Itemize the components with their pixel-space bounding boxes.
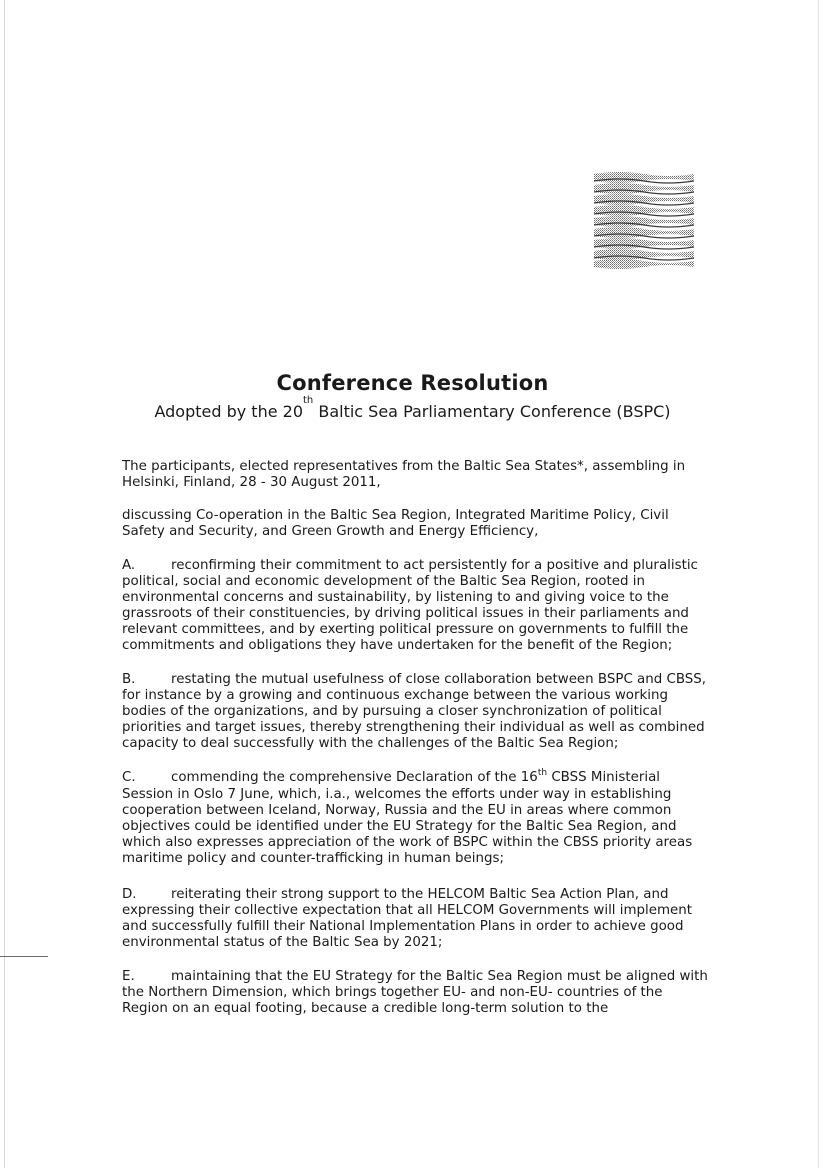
discussing-text: discussing Co-operation in the Baltic Sea Region, Integrated Maritime Policy, Civil Safety and Security, and Green Growth and Energy Efficiency, xyxy=(122,508,669,539)
clause-letter: E. xyxy=(122,969,135,984)
clause-a xyxy=(122,558,712,654)
clause-ordinal: th xyxy=(537,768,548,778)
clause-letter: B. xyxy=(122,672,136,687)
intro-paragraph xyxy=(122,459,712,491)
stamp-seal-icon xyxy=(590,170,698,270)
fold-mark xyxy=(0,956,48,957)
clause-text-prefix: commending the comprehensive Declaration of the 16 xyxy=(171,770,538,785)
document-subtitle xyxy=(0,395,825,421)
clause-letter: D. xyxy=(122,887,137,902)
clause-letter: C. xyxy=(122,770,136,785)
subtitle-prefix: Adopted by the 20 xyxy=(154,402,303,421)
subtitle-suffix: Baltic Sea Parliamentary Conference (BSPC) xyxy=(313,402,671,421)
clause-d xyxy=(122,887,712,951)
scan-edge-left xyxy=(4,0,5,1168)
clause-letter: A. xyxy=(122,558,136,573)
clause-e xyxy=(122,969,712,1017)
clause-text: maintaining that the EU Strategy for the Baltic Sea Region must be aligned with the Northern Dimension, which brings together EU- and non-EU- countries of the Region on an equal footing, because a credible long-term solution to the xyxy=(122,969,708,1016)
clause-text: reconfirming their commitment to act persistently for a positive and pluralistic political, social and economic development of the Baltic Sea Region, rooted in environmental concerns and sustainability, by listening to and giving voice to the grassroots of their constituencies, by driving political issues in their parliaments and relevant committees, and by exerting political pressure on governments to fulfill the commitments and obligations they have undertaken for the benefit of the Region; xyxy=(122,558,698,653)
clause-b xyxy=(122,672,712,752)
clause-c xyxy=(122,770,712,867)
document-title: Conference Resolution xyxy=(276,371,549,395)
scan-edge-right xyxy=(818,0,819,1168)
discussing-paragraph xyxy=(122,508,712,540)
clause-text-suffix: CBSS Ministerial Session in Oslo 7 June, which, i.a., welcomes the efforts under way in establishing cooperation between Iceland, Norway, Russia and the EU in areas where common objectives could be identified under the EU Strategy for the Baltic Sea Region, and which also expresses appreciation of the work of BSPC within the CBSS priority areas maritime policy and counter-trafficking in human beings; xyxy=(122,770,693,866)
intro-text: The participants, elected representatives from the Baltic Sea States*, assembling in Helsinki, Finland, 28 - 30 August 2011, xyxy=(122,459,686,490)
clause-text: reiterating their strong support to the HELCOM Baltic Sea Action Plan, and expressing their collective expectation that all HELCOM Governments will implement and successfully fulfill their National Implementation Plans in order to achieve good environmental status of the Baltic Sea by 2021; xyxy=(122,887,693,950)
clause-text: restating the mutual usefulness of close collaboration between BSPC and CBSS, for instance by a growing and continuous exchange between the various working bodies of the organizations, and by pursuing a closer synchronization of political priorities and target issues, thereby strengthening their individual as well as combined capacity to deal successfully with the challenges of the Baltic Sea Region; xyxy=(122,672,707,751)
subtitle-ordinal: th xyxy=(303,395,314,406)
